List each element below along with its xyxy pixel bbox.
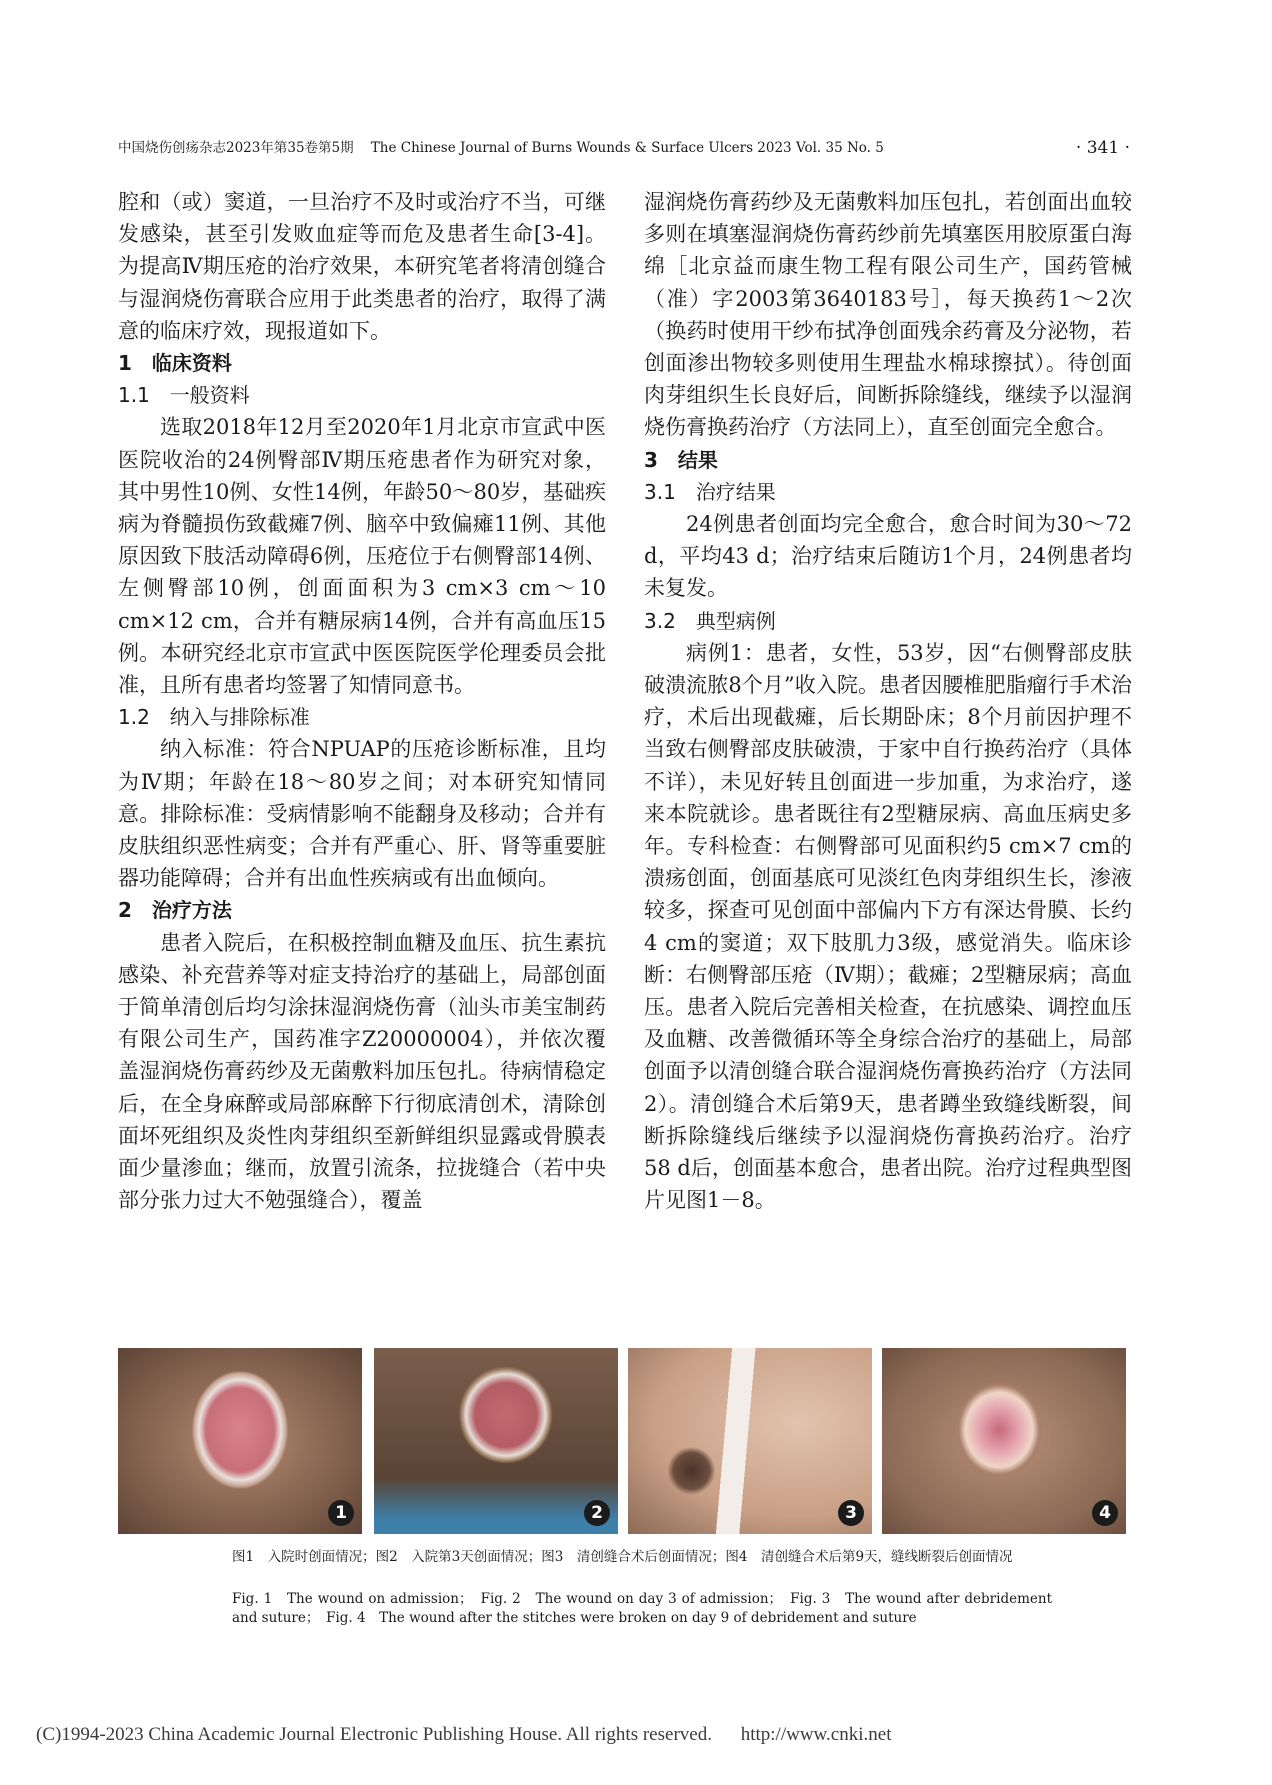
subsection-heading: 1.1 一般资料 xyxy=(118,383,250,408)
figure-label: 4 xyxy=(1092,1500,1118,1526)
cnki-link[interactable]: http://www.cnki.net xyxy=(740,1724,892,1745)
figure-label: 2 xyxy=(584,1500,610,1526)
subsection-heading: 3.1 治疗结果 xyxy=(644,479,776,504)
copyright-footer xyxy=(36,1724,891,1746)
journal-name-zh: 中国烧伤创疡杂志2023年第35卷第5期 xyxy=(118,140,354,156)
journal-citation xyxy=(118,136,884,160)
wound-photo-4 xyxy=(882,1348,1126,1534)
section-heading: 1 临床资料 xyxy=(118,351,232,376)
running-header xyxy=(118,136,1130,160)
figure-caption-zh: 图1 入院时创面情况；图2 入院第3天创面情况；图3 清创缝合术后创面情况；图4 清创缝合术后第9天，缝线断裂后创面情况 xyxy=(232,1549,1013,1565)
wound-photo-3 xyxy=(628,1348,872,1534)
section-heading: 3 结果 xyxy=(644,447,718,472)
paragraph: 24例患者创面均完全愈合，愈合时间为30～72 d，平均43 d；治疗结束后随访1个月，24例患者均未复发。 xyxy=(644,512,1132,601)
paragraph: 患者入院后，在积极控制血糖及血压、抗生素抗感染、补充营养等对症支持治疗的基础上，局部创面于简单清创后均匀涂抹湿润烧伤膏（汕头市美宝制药有限公司生产，国药准字Z20000004），并依次覆盖湿润烧伤膏药纱及无菌敷料加压包扎。待病情稳定后，在全身麻醉或局部麻醉下行彻底清创术，清除创面坏死组织及炎性肉芽组织至新鲜组织显露或骨膜表面少量渗血；继而，放置引流条，拉拢缝合（若中央部分张力过大不勉强缝合），覆盖 xyxy=(118,930,606,1213)
paragraph: 病例1：患者，女性，53岁，因“右侧臀部皮肤破溃流脓8个月”收入院。患者因腰椎肥脂瘤行手术治疗，术后出现截瘫，后长期卧床；8个月前因护理不当致右侧臀部皮肤破溃，于家中自行换药治疗（具体不详），未见好转且创面进一步加重，为求治疗，遂来本院就诊。患者既往有2型糖尿病、高血压病史多年。专科检查：右侧臀部可见面积约5 cm×7 cm的溃疡创面，创面基底可见淡红色肉芽组织生长，渗液较多，探查可见创面中部偏内下方有深达骨膜、长约4 cm的窦道；双下肢肌力3级，感觉消失。临床诊断：右侧臀部压疮（Ⅳ期）；截瘫；2型糖尿病；高血压。患者入院后完善相关检查，在抗感染、调控血压及血糖、改善微循环等全身综合治疗的基础上，局部创面予以清创缝合联合湿润烧伤膏换药治疗（方法同2）。清创缝合术后第9天，患者蹲坐致缝线断裂，间断拆除缝线后继续予以湿润烧伤膏换药治疗。治疗58 d后，创面基本愈合，患者出院。治疗过程典型图片见图1－8。 xyxy=(644,640,1132,1213)
copyright-text: (C)1994-2023 China Academic Journal Electronic Publishing House. All rights reserved. xyxy=(36,1724,712,1745)
figure-label: 3 xyxy=(838,1500,864,1526)
left-column xyxy=(118,186,606,1217)
page-number: · 341 · xyxy=(1075,138,1130,158)
figure-photo-row xyxy=(118,1348,1130,1538)
right-column xyxy=(644,186,1132,1217)
figure-caption-en: Fig. 1 The wound on admission； Fig. 2 The wound on day 3 of admission； Fig. 3 The wound after debridement and suture； Fig. 4 The wound after the stitches were broken on day 9 of debridement and suture xyxy=(232,1591,1052,1626)
subsection-heading: 1.2 纳入与排除标准 xyxy=(118,705,310,730)
paragraph: 腔和（或）窦道，一旦治疗不及时或治疗不当，可继发感染，甚至引发败血症等而危及患者生命[3-4]。为提高Ⅳ期压疮的治疗效果，本研究笔者将清创缝合与湿润烧伤膏联合应用于此类患者的治疗，取得了满意的临床疗效，现报道如下。 xyxy=(118,190,606,343)
figure-label: 1 xyxy=(328,1500,354,1526)
journal-name-en: The Chinese Journal of Burns Wounds & Surface Ulcers 2023 Vol. 35 No. 5 xyxy=(370,140,884,156)
wound-photo-2 xyxy=(374,1348,618,1534)
paragraph: 纳入标准：符合NPUAP的压疮诊断标准，且均为Ⅳ期；年龄在18～80岁之间；对本研究知情同意。排除标准：受病情影响不能翻身及移动；合并有皮肤组织恶性病变；合并有严重心、肝、肾等重要脏器功能障碍；合并有出血性疾病或有出血倾向。 xyxy=(118,737,606,891)
section-heading: 2 治疗方法 xyxy=(118,898,232,923)
wound-photo-1 xyxy=(118,1348,362,1534)
paragraph: 湿润烧伤膏药纱及无菌敷料加压包扎，若创面出血较多则在填塞湿润烧伤膏药纱前先填塞医用胶原蛋白海绵［北京益而康生物工程有限公司生产，国药管械（准）字2003第3640183号］，每天换药1～2次（换药时使用干纱布拭净创面残余药膏及分泌物，若创面渗出物较多则使用生理盐水棉球擦拭）。待创面肉芽组织生长良好后，间断拆除缝线，继续予以湿润烧伤膏换药治疗（方法同上），直至创面完全愈合。 xyxy=(644,190,1132,440)
paragraph: 选取2018年12月至2020年1月北京市宣武中医医院收治的24例臀部Ⅳ期压疮患者作为研究对象，其中男性10例、女性14例，年龄50～80岁，基础疾病为脊髓损伤致截瘫7例、脑卒中致偏瘫11例、其他原因致下肢活动障碍6例，压疮位于右侧臀部14例、左侧臀部10例，创面面积为3 cm×3 cm～10 cm×12 cm，合并有糖尿病14例，合并有高血压15例。本研究经北京市宣武中医医院医学伦理委员会批准，且所有患者均签署了知情同意书。 xyxy=(118,415,606,698)
subsection-heading: 3.2 典型病例 xyxy=(644,608,776,633)
